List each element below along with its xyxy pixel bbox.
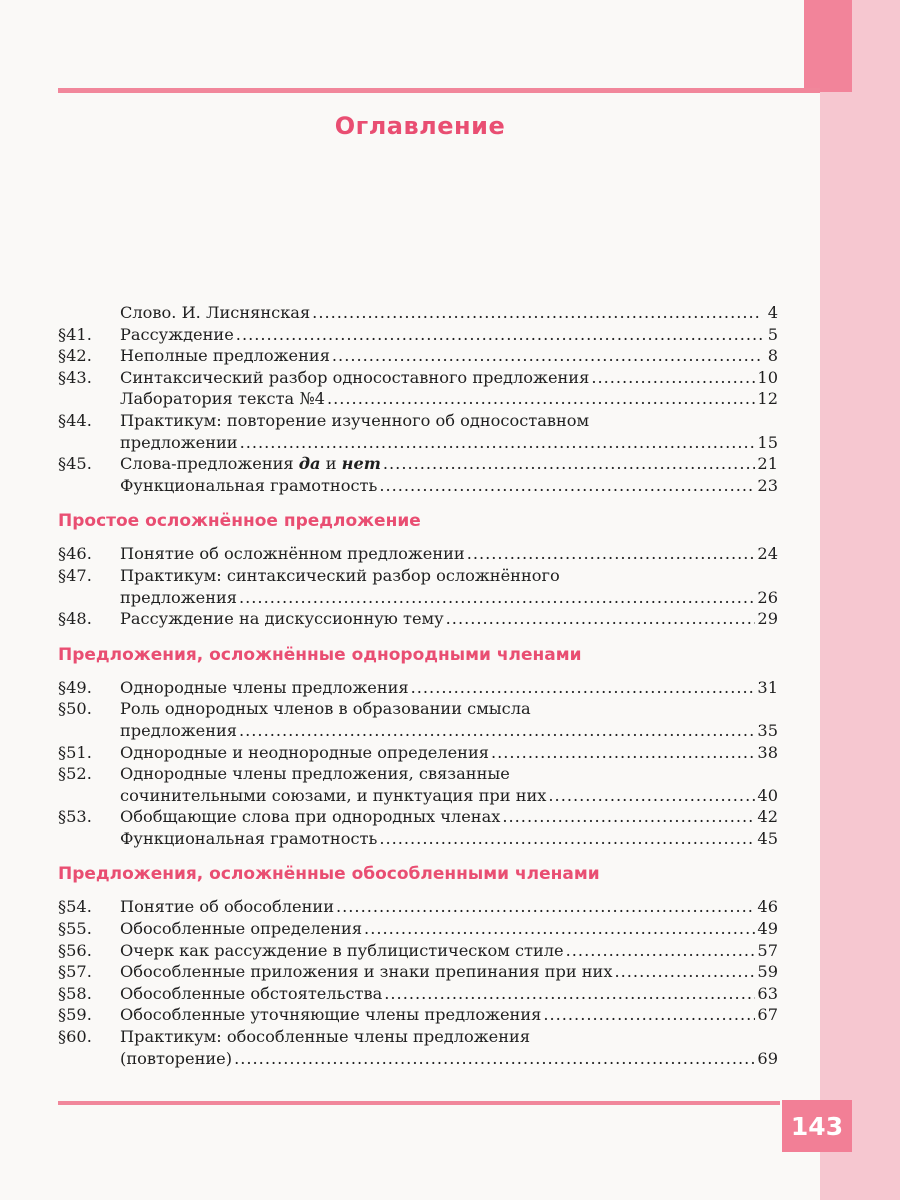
entry-page: 15 (757, 432, 778, 452)
entry-number: §60. (58, 1027, 92, 1047)
leader-dots (327, 388, 755, 410)
leader-dots (364, 918, 755, 940)
entry-page: 46 (757, 897, 778, 917)
leader-dots (591, 367, 755, 389)
entry-number: §56. (58, 940, 92, 960)
leader-dots (332, 345, 762, 367)
toc-entry-56[interactable] (58, 940, 778, 962)
entry-title: Очерк как рассуждение в публицистическом стиле (120, 940, 564, 960)
entry-page: 4 (767, 303, 778, 322)
leader-dots (239, 720, 755, 742)
entry-title: Рассуждение на дискуссионную тему (120, 609, 444, 629)
entry-number: §55. (58, 919, 92, 939)
leader-dots (312, 302, 762, 324)
leader-dots (446, 608, 756, 630)
leader-dots (239, 587, 755, 609)
entry-title: предложения (120, 720, 237, 740)
entry-page: 57 (757, 940, 778, 960)
entry-number: §46. (58, 544, 92, 564)
entry-title: Обобщающие слова при однородных членах (120, 807, 501, 827)
entry-title-line1: Роль однородных членов в образовании смысла (120, 699, 531, 719)
section-heading-homogeneous-members: Предложения, осложнённые однородными членами (58, 644, 582, 665)
entry-page: 21 (757, 454, 778, 474)
toc-entry-55[interactable] (58, 918, 778, 940)
entry-number: §42. (58, 346, 92, 366)
emphasis-word-yes: да (298, 454, 321, 474)
bottom-rule (58, 1101, 780, 1105)
section-heading-complicated-sentence: Простое осложнённое предложение (58, 511, 421, 532)
toc-entry-53[interactable] (58, 806, 778, 828)
entry-title: Лаборатория текста №4 (120, 389, 325, 409)
top-rule (58, 88, 820, 93)
entry-title (120, 453, 381, 475)
leader-dots (384, 983, 755, 1005)
page-number: 143 (782, 1100, 852, 1152)
table-of-contents (58, 302, 778, 1069)
toc-entry-52[interactable] (58, 763, 778, 806)
entry-page: 23 (757, 475, 778, 495)
entry-title-line1: Практикум: синтаксический разбор осложнённого (120, 565, 560, 585)
entry-title-line1: Практикум: обособленные члены предложения (120, 1027, 531, 1047)
leader-dots (336, 896, 755, 918)
conjunction: и (325, 454, 337, 474)
leader-dots (566, 940, 756, 962)
toc-entry-41[interactable] (58, 324, 778, 346)
entry-number: §53. (58, 807, 92, 827)
entry-title: Рассуждение (120, 324, 234, 344)
entry-number: §44. (58, 410, 92, 430)
toc-entry-49[interactable] (58, 677, 778, 699)
leader-dots (502, 806, 755, 828)
entry-page: 45 (757, 828, 778, 848)
entry-number: §52. (58, 764, 92, 784)
toc-entry-42[interactable] (58, 345, 778, 367)
entry-number: §59. (58, 1005, 92, 1025)
entry-title: Обособленные обстоятельства (120, 983, 383, 1003)
toc-entry-50[interactable] (58, 698, 778, 741)
section-heading-isolated-members: Предложения, осложнённые обособленными членами (58, 864, 600, 885)
toc-entry-47[interactable] (58, 565, 778, 608)
leader-dots (614, 961, 755, 983)
leader-dots (548, 785, 755, 807)
toc-entry-57[interactable] (58, 961, 778, 983)
leader-dots (379, 828, 755, 850)
leader-dots (383, 453, 756, 475)
entry-title: Синтаксический разбор односоставного предложения (120, 367, 590, 387)
entry-number: §51. (58, 742, 92, 762)
entry-title: Функциональная грамотность (120, 475, 378, 495)
toc-entry-44[interactable] (58, 410, 778, 453)
entry-title: предложения (120, 587, 237, 607)
entry-page: 40 (757, 785, 778, 805)
entry-page: 69 (757, 1048, 778, 1068)
entry-title: Однородные и неоднородные определения (120, 742, 489, 762)
entry-page: 10 (757, 367, 778, 387)
entry-page: 67 (757, 1005, 778, 1025)
toc-entry-58[interactable] (58, 983, 778, 1005)
toc-entry-59[interactable] (58, 1004, 778, 1026)
leader-dots (236, 324, 762, 346)
side-margin-band (820, 0, 900, 1200)
entry-page: 12 (757, 389, 778, 409)
toc-entry-43[interactable] (58, 367, 778, 389)
entry-number: §58. (58, 983, 92, 1003)
entry-title: Функциональная грамотность (120, 828, 378, 848)
toc-entry-51[interactable] (58, 742, 778, 764)
page-title: Оглавление (334, 112, 506, 140)
entry-title-line1: Практикум: повторение изученного об односоставном (120, 410, 590, 430)
toc-entry-46[interactable] (58, 543, 778, 565)
entry-number: §54. (58, 897, 92, 917)
entry-page: 63 (757, 983, 778, 1003)
toc-entry-54[interactable] (58, 896, 778, 918)
entry-title: (повторение) (120, 1048, 233, 1068)
toc-entry-48[interactable] (58, 608, 778, 630)
entry-title: Однородные члены предложения (120, 677, 409, 697)
entry-page: 5 (767, 324, 778, 344)
entry-number: §50. (58, 699, 92, 719)
leader-dots (379, 475, 755, 497)
entry-page: 26 (757, 587, 778, 607)
entry-number: §43. (58, 367, 92, 387)
emphasis-word-no: нет (341, 454, 381, 474)
entry-number: §48. (58, 609, 92, 629)
toc-entry-intro-word[interactable] (58, 302, 778, 324)
entry-number: §47. (58, 565, 92, 585)
entry-title: Слово. И. Лиснянская (120, 303, 311, 322)
entry-page: 59 (757, 962, 778, 982)
entry-title: предложении (120, 432, 238, 452)
leader-dots (240, 432, 756, 454)
entry-page: 31 (757, 677, 778, 697)
entry-title: Обособленные определения (120, 919, 363, 939)
toc-entry-functional-literacy[interactable] (58, 475, 778, 497)
entry-page: 29 (757, 609, 778, 629)
entry-page: 24 (757, 544, 778, 564)
entry-page: 42 (757, 807, 778, 827)
entry-number: §57. (58, 962, 92, 982)
leader-dots (491, 742, 755, 764)
entry-number: §49. (58, 677, 92, 697)
entry-number: §45. (58, 454, 92, 474)
leader-dots (411, 677, 756, 699)
toc-entry-functional-literacy-2[interactable] (58, 828, 778, 850)
entry-page: 38 (757, 742, 778, 762)
entry-title: Понятие об осложнённом предложении (120, 544, 465, 564)
toc-entry-text-lab-4[interactable] (58, 388, 778, 410)
toc-entry-45[interactable] (58, 453, 778, 475)
entry-title: Обособленные приложения и знаки препинания при них (120, 962, 613, 982)
leader-dots (234, 1048, 755, 1070)
leader-dots (467, 543, 756, 565)
entry-page: 49 (757, 919, 778, 939)
entry-title: Неполные предложения (120, 346, 330, 366)
entry-page: 8 (767, 346, 778, 366)
entry-page: 35 (757, 720, 778, 740)
entry-title-text: Слова-предложения (120, 454, 294, 474)
entry-title-line1: Однородные члены предложения, связанные (120, 764, 510, 784)
top-corner-block (804, 0, 852, 92)
entry-title: сочинительными союзами, и пунктуация при них (120, 785, 547, 805)
toc-entry-60[interactable] (58, 1026, 778, 1069)
entry-number: §41. (58, 324, 92, 344)
entry-title: Обособленные уточняющие члены предложения (120, 1005, 542, 1025)
entry-title: Понятие об обособлении (120, 897, 334, 917)
leader-dots (543, 1004, 755, 1026)
